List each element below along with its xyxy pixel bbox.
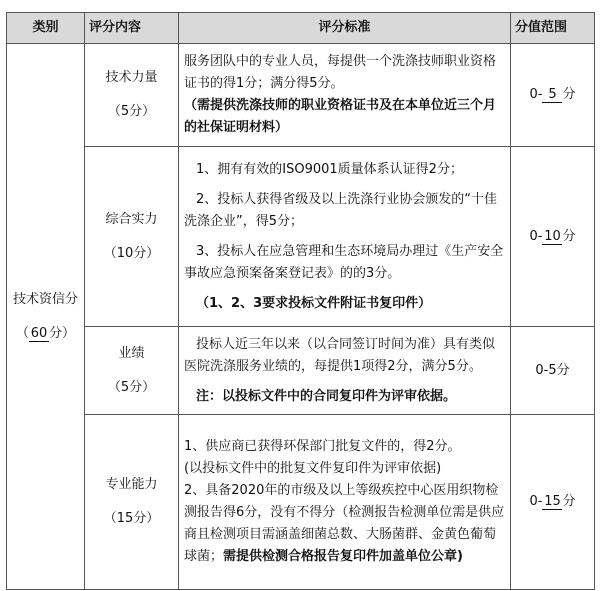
- criteria-line: 2、投标人获得省级及以上洗涤行业协会颁发的“十佳洗涤企业”，得5分；: [184, 191, 498, 229]
- item-cell: [85, 147, 179, 327]
- range-value: 15: [544, 494, 561, 509]
- range-cell: [511, 327, 595, 415]
- criteria-line: 3、投标人在应急管理和生态环境局办理过《生产安全事故应急预案备案登记表》的的3分。: [184, 243, 504, 281]
- header-range: 分值范围: [511, 13, 595, 44]
- item-name: 技术力量: [105, 70, 158, 85]
- header-category: 类别: [7, 13, 85, 44]
- item-cell: [85, 415, 179, 590]
- category-score: （ 60 分）: [15, 325, 76, 341]
- table-row: [7, 147, 595, 327]
- item-cell: [85, 327, 179, 415]
- criteria-line: 1、拥有有效的ISO9001质量体系认证得2分；: [196, 161, 463, 177]
- criteria-line: (以投标文件中的批复文件复印件为评审依据): [184, 461, 442, 476]
- criteria-cell: [179, 147, 511, 327]
- scoring-table: [6, 12, 595, 590]
- range-value: 10: [544, 228, 561, 244]
- table-row: [7, 44, 595, 147]
- criteria-note: 注：以投标文件中的合同复印件为评审依据。: [196, 388, 457, 404]
- item-cell: [85, 44, 179, 147]
- item-score: （10分）: [103, 245, 160, 261]
- criteria-note: （需提供洗涤技师的职业资格证书及在本单位近三个月的社保证明材料）: [184, 98, 497, 135]
- category-cell: [7, 44, 85, 590]
- item-score: （15分）: [103, 511, 160, 526]
- category-label: 技术资信分: [12, 291, 78, 307]
- criteria-cell: [179, 44, 511, 147]
- table-row: [7, 327, 595, 415]
- range-cell: 0- 10 分: [511, 147, 595, 327]
- criteria-line: 服务团队中的专业人员，每提供一个洗涤技师职业资格证书的得1分；满分得5分。: [184, 54, 497, 91]
- header-content: 评分内容: [85, 13, 179, 44]
- header-criteria: 评分标准: [179, 13, 511, 44]
- item-name: 综合实力: [105, 211, 158, 227]
- item-score: （5分）: [107, 379, 156, 395]
- item-name: 专业能力: [105, 477, 158, 492]
- range-cell: 0- 5 分: [511, 44, 595, 147]
- range-cell: 0- 15 分: [511, 415, 595, 590]
- table-row: [7, 415, 595, 590]
- criteria-cell: [179, 327, 511, 415]
- item-score: （5分）: [107, 104, 156, 119]
- criteria-line: 投标人近三年以来（以合同签订时间为准）具有类似医院洗涤服务业绩的，每提供1项得2分，满分5分。: [184, 336, 496, 374]
- criteria-note: （1、2、3要求投标文件附证书复印件）: [196, 295, 432, 311]
- criteria-cell: [179, 415, 511, 590]
- range-value: 0-5分: [535, 362, 570, 378]
- item-name: 业绩: [118, 345, 145, 361]
- criteria-note: 需提供检测合格报告复印件加盖单位公章): [223, 549, 463, 564]
- category-score-value: 60: [30, 325, 48, 341]
- criteria-line: 1、供应商已获得环保部门批复文件的，得2分。: [184, 439, 461, 454]
- range-value: 5: [542, 87, 562, 103]
- table-header-row: [7, 13, 595, 44]
- criteria-line: 2、具备2020年的市级及以上等级疾控中心医用织物检测报告得6分，没有不得分（检测报告检测单位需是供应商且检测项目需涵盖细菌总数、大肠菌群、金黄色葡萄球菌；需提供检测合格报告复印件加盖单位公章): [184, 483, 505, 564]
